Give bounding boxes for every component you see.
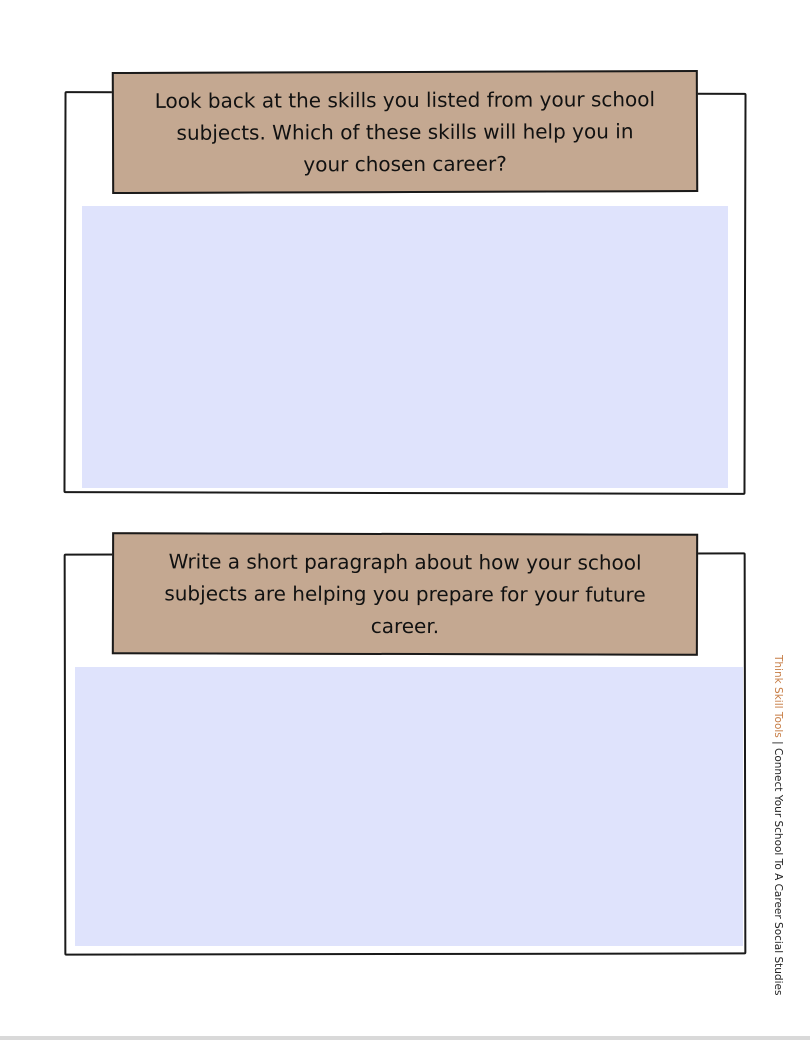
answer-area-2[interactable]: [75, 667, 743, 946]
footer-separator: |: [772, 737, 784, 748]
page-bottom-edge: [0, 1036, 810, 1040]
question-2-prompt: Write a short paragraph about how your school subjects are helping you prepare for your future career.: [164, 549, 646, 639]
question-1-prompt: Look back at the skills you listed from your school subjects. Which of these skills will help you in your chosen career?: [154, 87, 656, 177]
question-1-banner: [112, 70, 698, 194]
question-2-banner: [112, 532, 698, 656]
answer-area-1[interactable]: [82, 206, 728, 488]
footer-product: Connect Your School To A Career Social Studies: [772, 747, 784, 996]
footer-credit: [771, 655, 785, 995]
footer-brand: Think Skill Tools: [772, 655, 784, 738]
